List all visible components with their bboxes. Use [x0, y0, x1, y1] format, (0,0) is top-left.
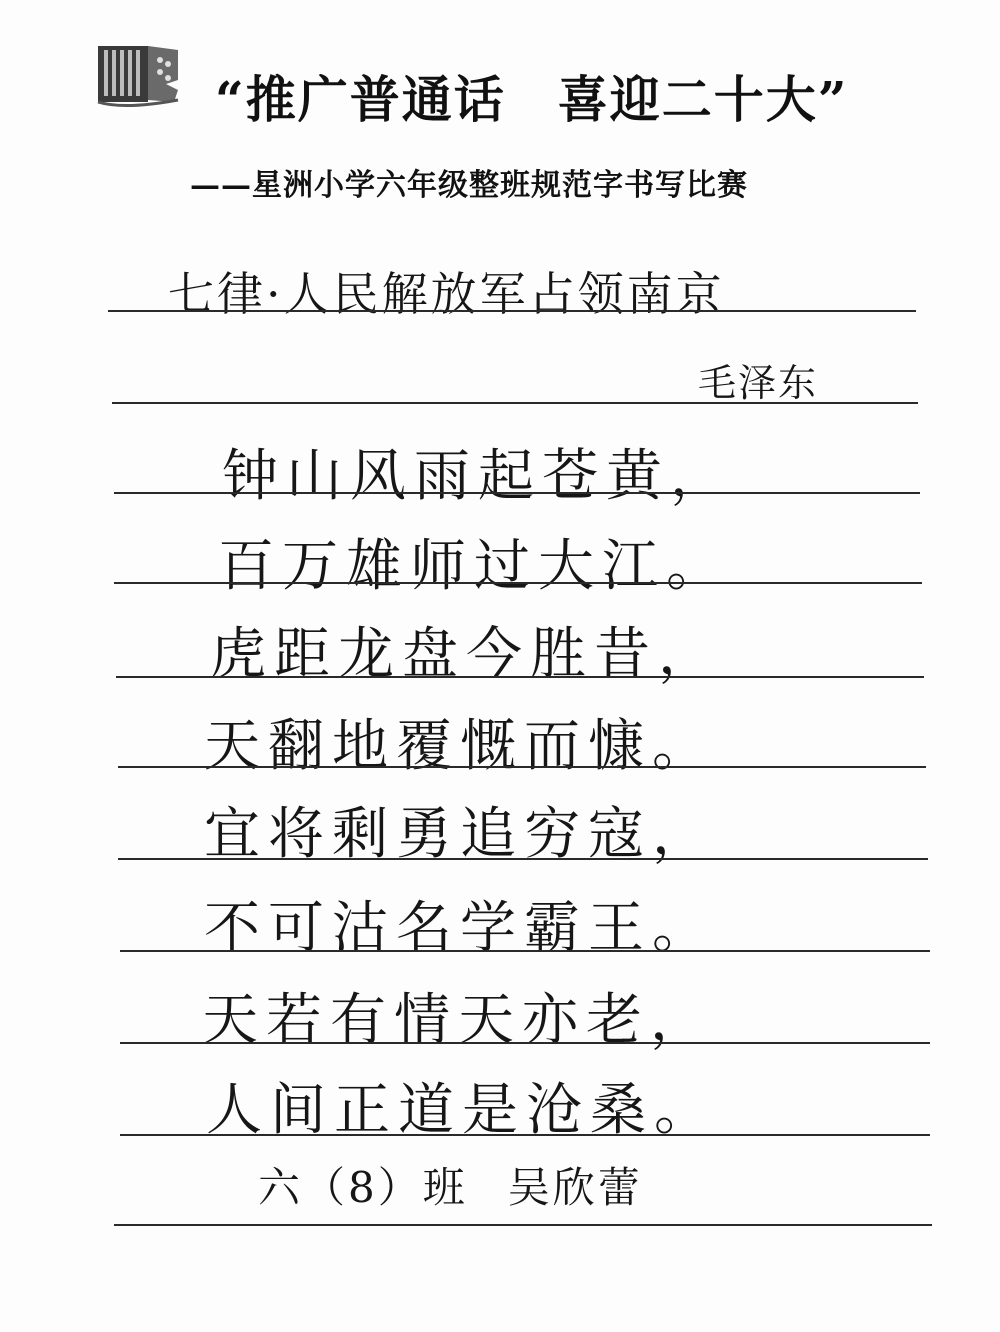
ruled-line — [120, 1042, 930, 1044]
ruled-line — [114, 492, 920, 494]
class-label: 六（8）班 — [258, 1163, 468, 1212]
ruled-line — [116, 676, 924, 678]
ruled-line — [108, 310, 916, 312]
ruled-line — [114, 1224, 932, 1226]
ruled-line — [120, 950, 930, 952]
poem-line: 百万雄师过大江。 — [218, 534, 730, 599]
poem-line: 钟山风雨起苍黄， — [222, 444, 734, 509]
open-book-icon — [94, 40, 184, 108]
poem-line: 宜将剩勇追穷寇， — [204, 802, 716, 867]
ruled-line — [114, 582, 922, 584]
poem-line: 不可沽名学霸王。 — [204, 896, 716, 961]
poem-title: 七律·人民解放军占领南京 — [168, 267, 725, 321]
competition-slogan: “推广普通话 喜迎二十大” — [215, 70, 849, 129]
poem-author: 毛泽东 — [698, 361, 819, 405]
ruled-line — [120, 1134, 930, 1136]
ruled-line — [118, 766, 926, 768]
poem-line: 天若有情天亦老， — [202, 988, 714, 1053]
poem-line: 虎距龙盘今胜昔， — [210, 622, 722, 687]
ruled-line — [112, 402, 918, 404]
signature — [258, 1155, 643, 1215]
ruled-line — [118, 858, 928, 860]
poem-line: 天翻地覆慨而慷。 — [204, 714, 716, 779]
poem-line: 人间正道是沧桑。 — [206, 1078, 718, 1143]
student-name: 吴欣蕾 — [507, 1163, 643, 1212]
competition-subtitle: ——星洲小学六年级整班规范字书写比赛 — [190, 168, 748, 203]
